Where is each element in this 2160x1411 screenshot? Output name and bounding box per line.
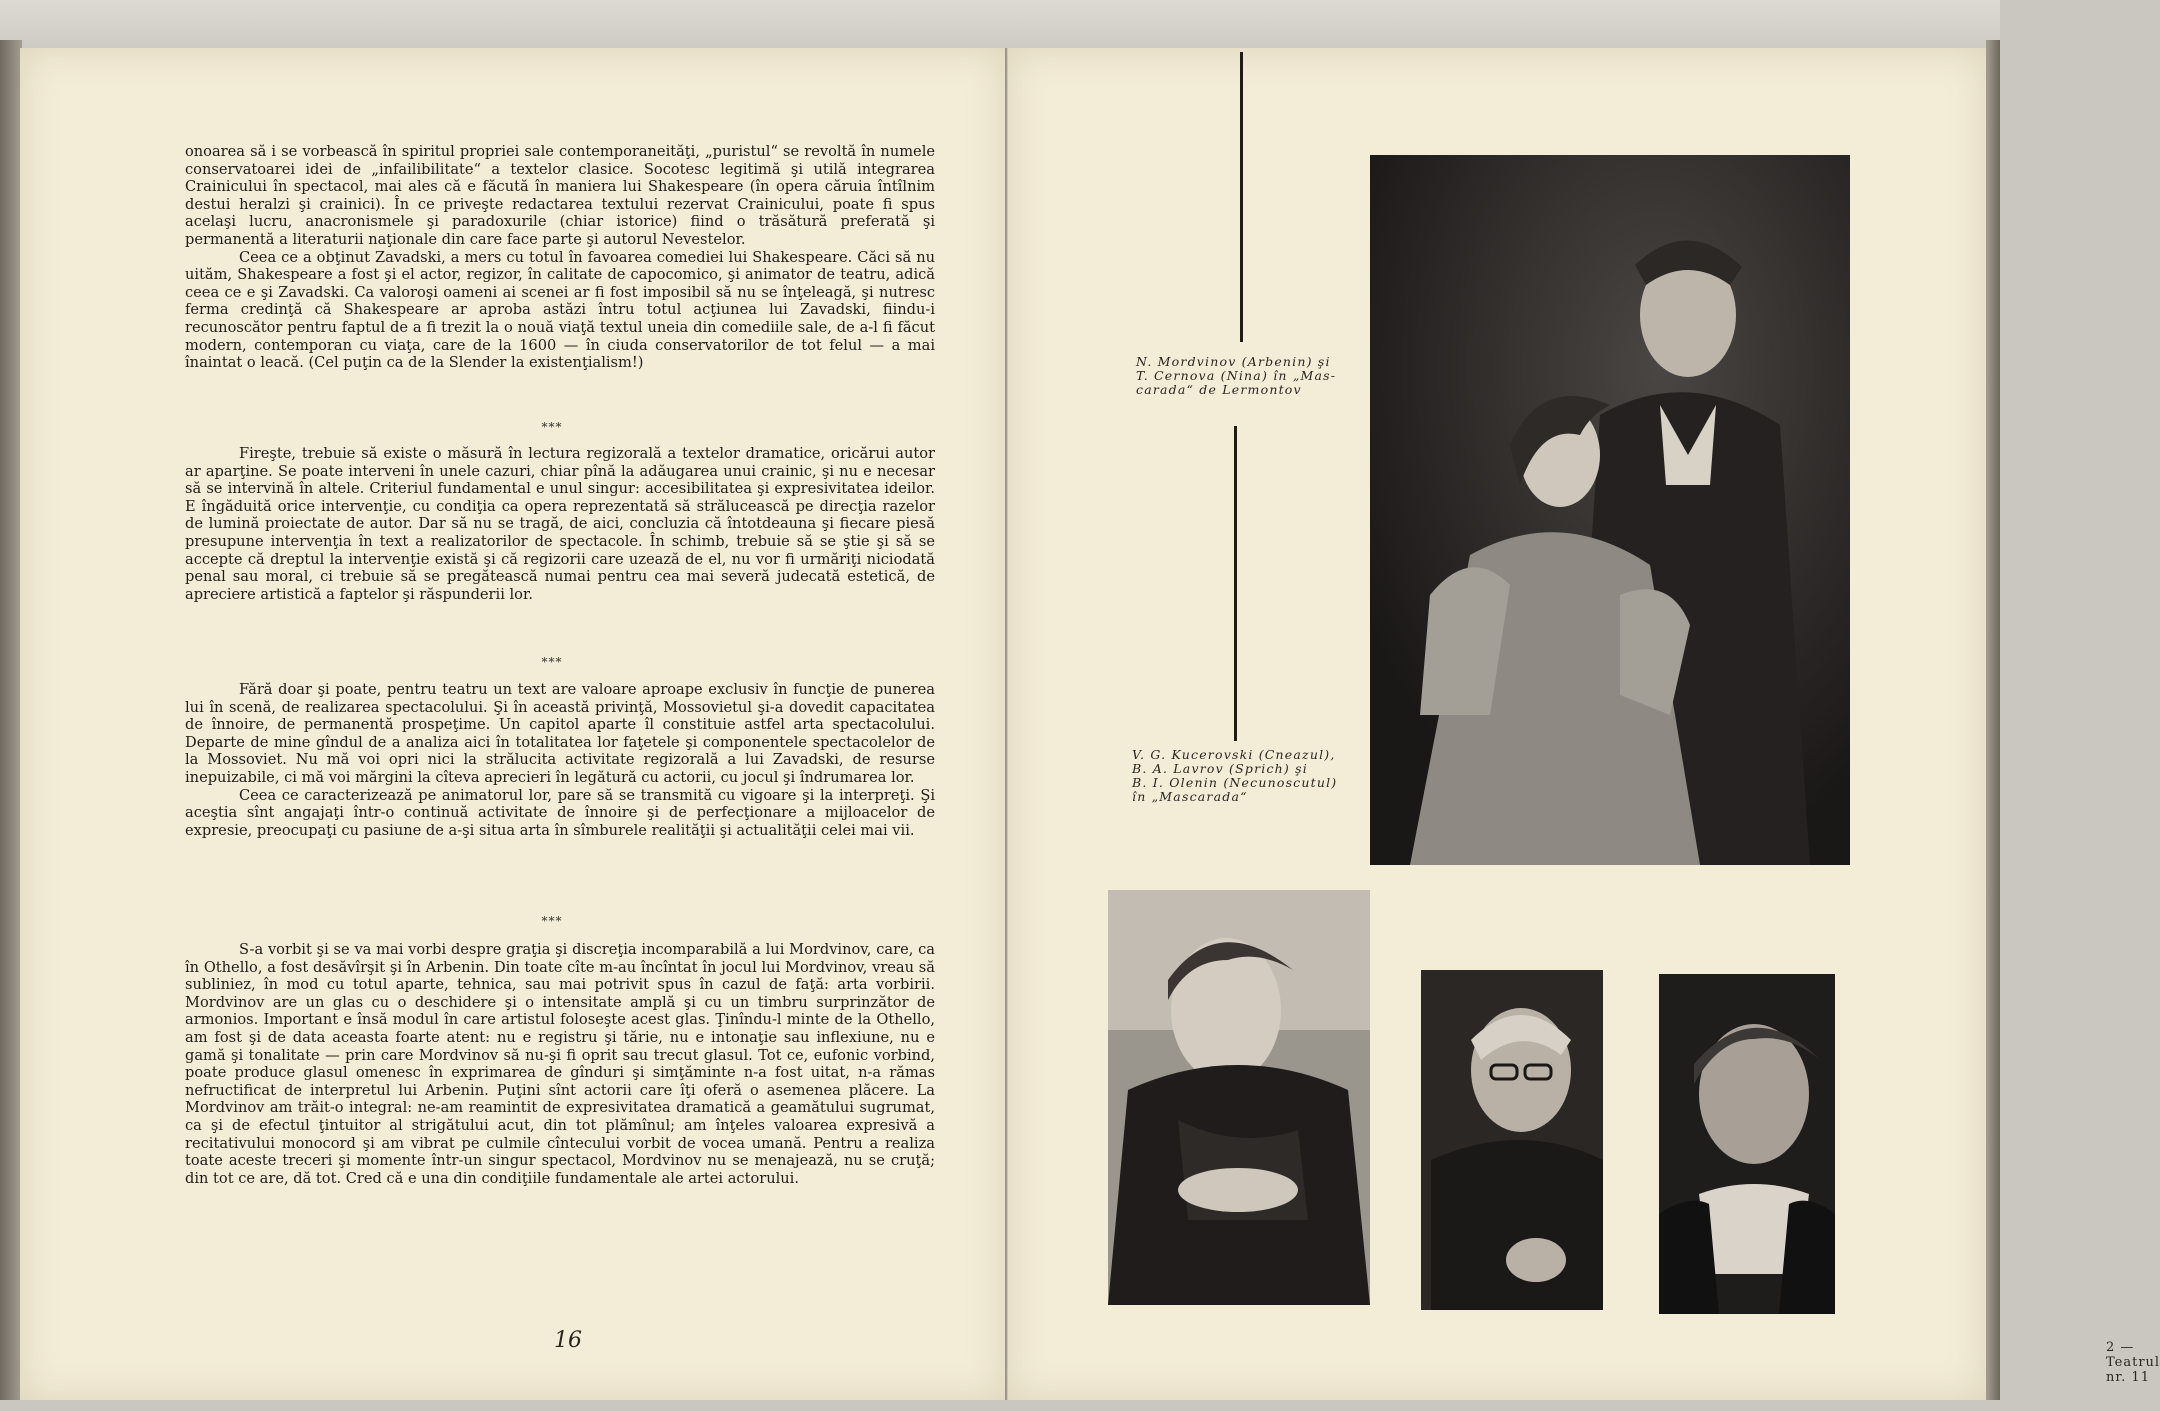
paragraph: Fără doar şi poate, pentru teatru un text are valoare aproape exclusiv în funcţie de punerea lui în scenă, de realizarea spectacolului. Şi în această privinţă, Mossovietul şi-a dovedit capacitatea de înnoire, de permanentă prospeţime. Un capitol aparte îl constituie astfel arta spectacolului. Departe de mine gîndul de a analiza aici în totalitatea lor faţetele şi componentele spectacolelor de la Mossoviet. Nu mă voi opri nici la strălucita activitate regizorală a lui Zavadski, de resurse inepuizabile, ci mă voi mărgini la cîteva aprecieri în legătură cu actorii, cu jocul şi îndrumarea lor. [185,681,935,786]
caption-line: în „Mascarada“ [1132,789,1248,804]
section-separator: *** [541,420,563,434]
divider-line [1234,426,1237,741]
paragraph: S-a vorbit şi se va mai vorbi despre graţia şi discreţia incomparabilă a lui Mordvinov, care, ca în Othello, a fost desăvîrşit şi în Arbenin. Din toate cîte m-au încîntat în jocul lui Mordvinov, vreau să subliniez, în mod cu totul aparte, tehnica, sau mai potrivit spus în cazul de faţă: arta vorbirii. Mordvinov are un glas cu o deschidere şi o intensitate amplă şi cu un timbru surprinzător de armonios. Important e însă modul în care artistul foloseşte acest glas. Ţinîndu-l minte de la Othello, am fost şi de data aceasta foarte atent: nu e registru şi tărie, nu e intonaţie sau inflexiune, nu e gamă şi tonalitate — prin care Mordvinov să nu-şi fi oprit sau trecut glasul. Tot ce, eufonic vorbind, poate produce glasul omenesc în exprimarea de gînduri şi simţăminte n-a fost uitat, n-a rămas nefructificat de interpretul lui Arbenin. Puţini sînt actorii care îţi oferă o asemenea plăcere. La Mordvinov am trăit-o integral: ne-am reamintit de expresivitatea dramatică a geamătului sugrumat, ca şi de efectul ţintuitor al strigătului acut, din tot plămînul; am înţeles valoarea expresivă a recitativului monocord şi am vibrat pe culmile cîntecului vorbit de vocea umană. Pentru a realiza toate aceste treceri şi momente într-un singur spectacol, Mordvinov nu se menajează, nu se cruţă; din tot ce are, dă tot. Cred că e una din condiţiile fundamentale ale artei actorului. [185,941,935,1187]
text-section-1 [185,143,935,372]
photo-caption-1 [1136,355,1336,397]
paragraph: Ceea ce a obţinut Zavadski, a mers cu totul în favoarea comediei lui Shakespeare. Căci să nu uităm, Shakespeare a fost şi el actor, regizor, în calitate de capocomico, şi animator de teatru, adică ceea ce e şi Zavadski. Ca valoroşi oameni ai scenei ar fi fost imposibil să nu se înţeleagă, şi nutresc ferma credinţă că Shakespeare ar aproba astăzi întru totul acţiunea lui Zavadski, fiindu-i recunoscător pentru faptul de a fi trezit la o nouă viaţă textul uneia din comediile sale, de a-l fi făcut modern, contemporan cu viaţa, care de la 1600 — în ciuda conservatorilor de tot felul — a mai înaintat o leacă. (Cel puţin ca de la Slender la existenţialism!) [185,248,935,372]
paragraph: onoarea să i se vorbească în spiritul propriei sale contemporaneităţi, „puristul“ se revoltă în numele conservatoarei idei de „infailibilitate“ a textelor clasice. Socotesc legitimă şi utilă integrarea Crainicului în spectacol, mai ales că e făcută în maniera lui Shakespeare (în opera căruia întîlnim destui heralzi şi crainici). În ce priveşte redactarea textului rezervat Crainicului, poate fi spus acelaşi lucru, anacronismele şi paradoxurile (chiar istorice) fiind o trăsătură preferată şi permanentă a literaturii naţionale din care face parte şi autorul Nevestelor. [185,143,935,248]
book-right-edge [1986,40,2000,1400]
caption-line: B. A. Lavrov (Sprich) şi [1132,761,1308,776]
photo-caption-2 [1132,748,1337,804]
photo-kucerovski [1108,890,1370,1305]
caption-line: N. Mordvinov (Arbenin) şi [1136,354,1331,369]
page-number: 16 [554,1328,582,1353]
left-page [20,48,1007,1400]
right-page [1008,48,2160,1400]
book-left-edge [0,40,22,1400]
divider-line [1240,52,1243,342]
caption-line: carada“ de Lermontov [1136,382,1302,397]
text-section-2 [185,445,935,603]
photo-arbenin-nina [1370,155,1850,865]
section-separator: *** [541,914,563,928]
caption-line: B. I. Olenin (Necunoscutul) [1132,775,1338,790]
photo-olenin [1659,974,1835,1314]
caption-line: V. G. Kucerovski (Cneazul), [1132,747,1336,762]
caption-line: T. Cernova (Nina) în „Mas- [1136,368,1337,383]
page-footer: 2 — Teatrul nr. 11 [2106,1340,2160,1385]
section-separator: *** [541,655,563,669]
text-section-3 [185,681,935,839]
photo-lavrov [1421,970,1603,1310]
text-section-4 [185,941,935,1187]
paragraph: Fireşte, trebuie să existe o măsură în lectura regizorală a textelor dramatice, oricărui autor ar aparţine. Se poate interveni în unele cazuri, chiar pînă la adăugarea unui crainic, şi nu e necesar să se intervină în altele. Criteriul fundamental e unul singur: accesibilitatea şi expresivitatea ideilor. E îngăduită orice intervenţie, cu condiţia ca opera reprezentată să strălucească pe direcţia razelor de lumină proiectate de autor. Dar să nu se tragă, de aici, concluzia că întotdeauna şi fiecare piesă presupune intervenţia în text a realizatorilor de spectacole. În schimb, trebuie să se ştie şi să se accepte că dreptul la intervenţie există şi că regizorii care uzează de el, nu vor fi urmăriţi niciodată penal sau moral, ci trebuie să se pregătească numai pentru cea mai severă judecată estetică, de apreciere artistică a faptelor şi răspunderii lor. [185,445,935,603]
paragraph: Ceea ce caracterizează pe animatorul lor, pare să se transmită cu vigoare şi la interpreţi. Şi aceştia sînt angajaţi într-o continuă activitate de înnoire şi de perfecţionare a mijloacelor de expresie, preocupaţi cu pasiune de a-şi situa arta în sîmburele realităţii şi actualităţii celei mai vii. [185,786,935,839]
